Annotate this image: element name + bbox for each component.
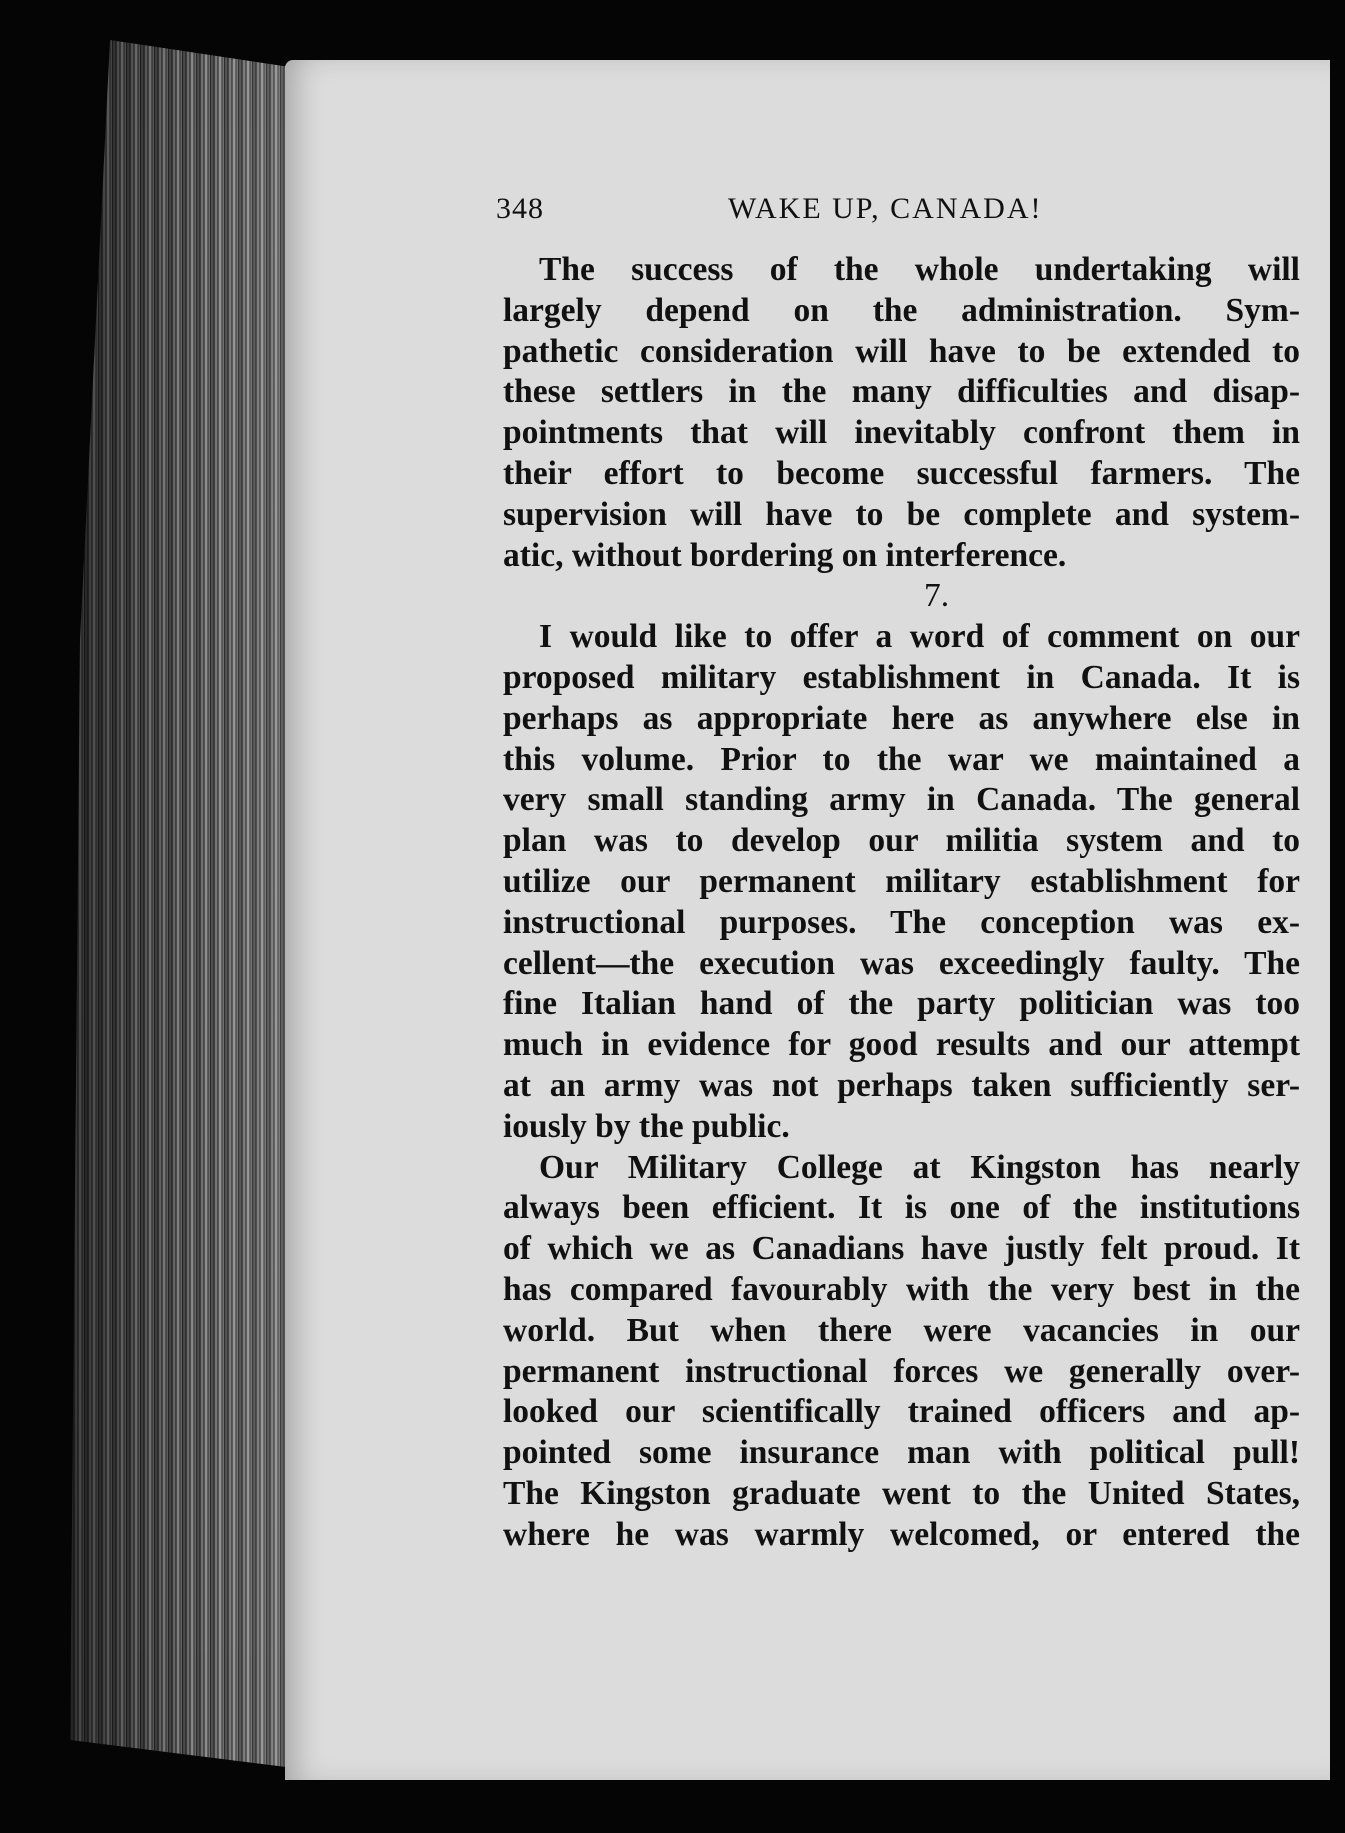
text-line: looked our scientifically trained officers and ap-: [503, 1393, 1300, 1431]
section-number: 7.: [923, 577, 950, 615]
text-line: world. But when there were vacancies in our: [503, 1311, 1300, 1349]
text-line: cellent—the execution was exceedingly faulty. The: [503, 944, 1300, 982]
text-line: plan was to develop our militia system and to: [503, 822, 1300, 860]
text-line: atic, without bordering on interference.: [503, 536, 1067, 574]
paragraph-3: [503, 1148, 1300, 1556]
text-line: The Kingston graduate went to the United States,: [503, 1474, 1300, 1512]
text-line: utilize our permanent military establishment for: [503, 862, 1300, 900]
text-line: these settlers in the many difficulties and disap-: [503, 373, 1300, 411]
text-line: instructional purposes. The conception was ex-: [503, 903, 1300, 941]
paragraph-2: [503, 617, 1300, 1147]
paragraph-1: [503, 250, 1300, 576]
text-line: largely depend on the administration. Sym-: [503, 291, 1300, 329]
text-line: iously by the public.: [503, 1107, 790, 1145]
text-line: at an army was not perhaps taken sufficiently ser-: [503, 1066, 1300, 1104]
text-line: their effort to become successful farmers. The: [503, 454, 1300, 492]
body-text: [503, 250, 1300, 1556]
text-line: I would like to offer a word of comment on our: [539, 618, 1300, 656]
text-line: pointments that will inevitably confront them in: [503, 414, 1300, 452]
text-line: perhaps as appropriate here as anywhere else in: [503, 699, 1300, 737]
text-line: Our Military College at Kingston has nearly: [539, 1148, 1300, 1186]
text-line: always been efficient. It is one of the institutions: [503, 1189, 1300, 1227]
page-number: 348: [496, 192, 544, 225]
text-line: this volume. Prior to the war we maintained a: [503, 740, 1300, 778]
text-line: where he was warmly welcomed, or entered the: [503, 1515, 1300, 1553]
running-head: [496, 192, 1296, 236]
text-line: very small standing army in Canada. The general: [503, 781, 1300, 819]
text-line: much in evidence for good results and our attempt: [503, 1026, 1300, 1064]
text-line: proposed military establishment in Canada. It is: [503, 658, 1300, 696]
text-line: pathetic consideration will have to be extended to: [503, 332, 1300, 370]
text-line: pointed some insurance man with political pull!: [503, 1434, 1300, 1472]
text-line: The success of the whole undertaking will: [539, 251, 1300, 288]
text-line: has compared favourably with the very best in the: [503, 1270, 1300, 1308]
text-line: supervision will have to be complete and system-: [503, 495, 1300, 533]
text-line: fine Italian hand of the party politician was too: [503, 985, 1300, 1023]
text-line: permanent instructional forces we generally over-: [503, 1352, 1300, 1390]
page-edge-stack: [70, 40, 310, 1770]
text-line: of which we as Canadians have justly felt proud. It: [503, 1230, 1300, 1268]
book-title: WAKE UP, CANADA!: [728, 192, 1043, 225]
